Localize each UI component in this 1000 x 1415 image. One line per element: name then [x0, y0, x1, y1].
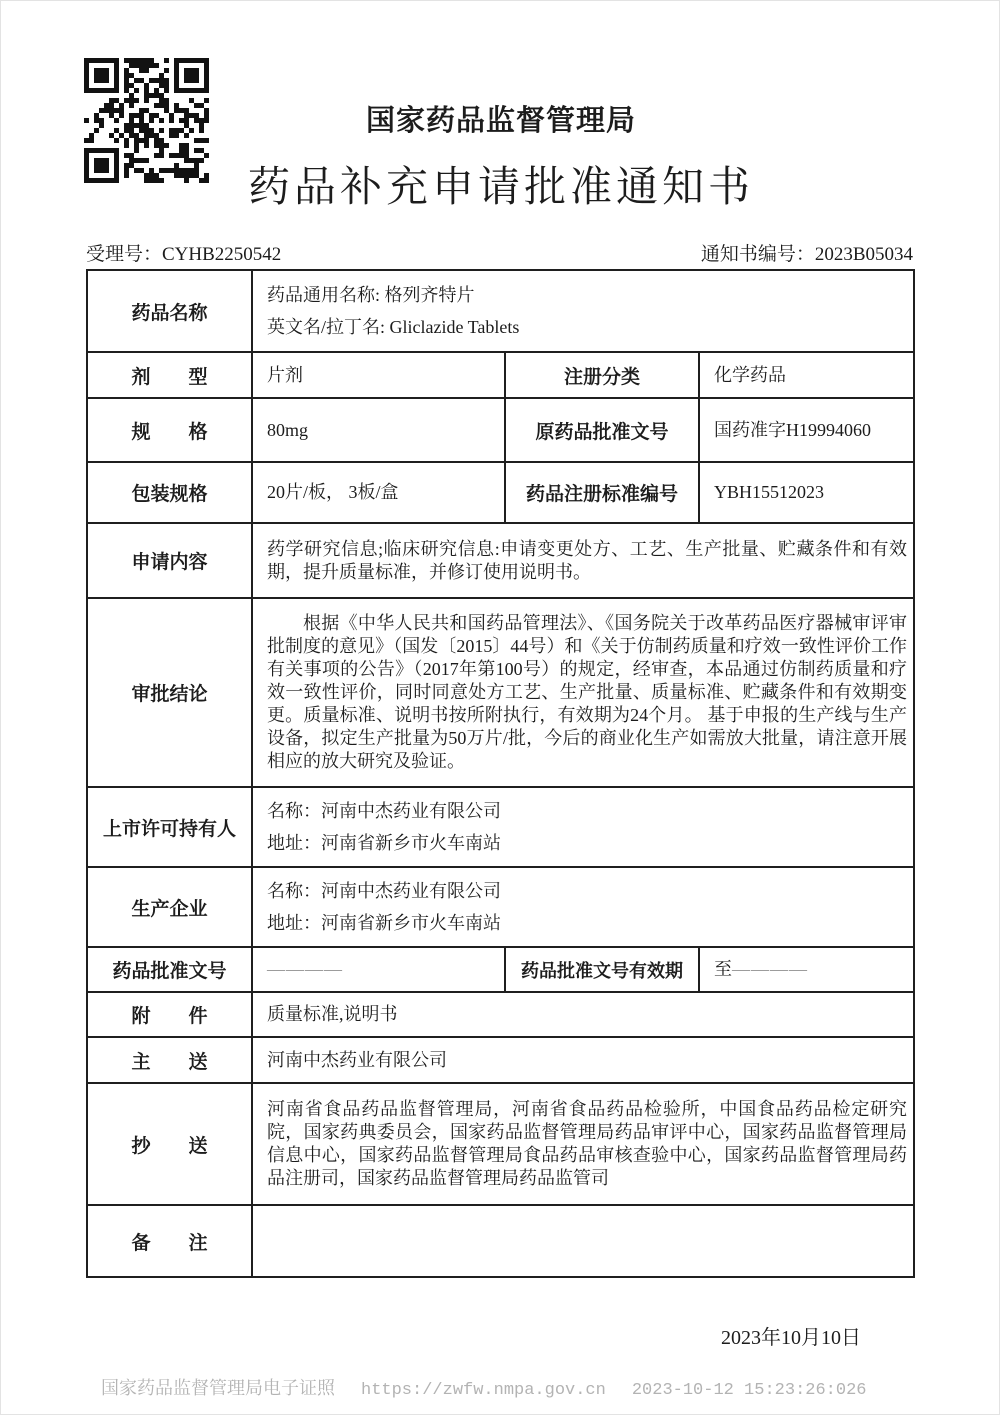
issue-date: 2023年10月10日 — [721, 1327, 861, 1349]
footer-timestamp: 2023-10-12 15:23:26:026 — [631, 1381, 867, 1400]
application-content-label: 申请内容 — [87, 523, 252, 598]
validity-prefix: 至 — [714, 959, 732, 979]
registration-class-label: 注册分类 — [505, 352, 699, 398]
dosage-form-label: 剂 型 — [87, 352, 252, 398]
license-holder-name: 名称：河南中杰药业有限公司 — [267, 801, 501, 821]
registration-std-no-label: 药品注册标准编号 — [505, 462, 699, 523]
drug-generic-name: 药品通用名称: 格列齐特片 — [267, 285, 475, 305]
drug-name-label: 药品名称 — [87, 270, 252, 352]
attachment-label: 附 件 — [87, 992, 252, 1037]
application-content-value: 药学研究信息;临床研究信息:申请变更处方、工艺、生产批量、贮藏条件和有效期，提升质量标准，并修订使用说明书。 — [252, 523, 914, 598]
table-row — [87, 598, 914, 787]
package-spec-value: 20片/板， 3板/盒 — [252, 462, 505, 523]
page-title: 药品补充申请批准通知书 — [247, 165, 754, 211]
main-recipient-value: 河南中杰药业有限公司 — [252, 1037, 914, 1083]
original-approval-no-label: 原药品批准文号 — [505, 398, 699, 462]
footer-certificate-line — [101, 1374, 866, 1400]
manufacturer-cell — [252, 867, 914, 947]
attachment-value: 质量标准,说明书 — [252, 992, 914, 1037]
table-row — [87, 992, 914, 1037]
license-holder-cell — [252, 787, 914, 867]
remarks-value — [252, 1205, 914, 1277]
notice-number: 通知书编号：2023B05034 — [700, 244, 913, 265]
package-spec-label: 包装规格 — [87, 462, 252, 523]
registration-std-no-value: YBH15512023 — [699, 462, 914, 523]
table-row — [87, 1083, 914, 1205]
manufacturer-label: 生产企业 — [87, 867, 252, 947]
table-row — [87, 270, 914, 352]
footer-label: 国家药品监督管理局电子证照 — [101, 1378, 335, 1398]
manufacturer-address: 地址：河南省新乡市火车南站 — [267, 913, 501, 933]
approval-conclusion-value: 根据《中华人民共和国药品管理法》、《国务院关于改革药品医疗器械审评审批制度的意见》（国发〔2015〕44号）和《关于仿制药质量和疗效一致性评价工作有关事项的公告》（2017年第100号）的规定，经审查，本品通过仿制药质量和疗效一致性评价，同时同意处方工艺、生产批量、质量标准、贮藏条件和有效期变更。质量标准、说明书按所附执行，有效期为24个月。 基于申报的生产线与生产设备，拟定生产批量为50万片/批，今后的商业化生产如需放大批量，请注意开展相应的放大研究及验证。 — [252, 598, 914, 787]
license-holder-address: 地址：河南省新乡市火车南站 — [267, 833, 501, 853]
table-row — [87, 462, 914, 523]
info-line — [86, 239, 913, 266]
acceptance-number: 受理号：CYHB2250542 — [86, 244, 282, 265]
main-recipient-label: 主 送 — [87, 1037, 252, 1083]
org-name: 国家药品监督管理局 — [365, 105, 636, 137]
remarks-label: 备 注 — [87, 1205, 252, 1277]
cc-value: 河南省食品药品监督管理局，河南省食品药品检验所，中国食品药品检定研究院，国家药典委员会，国家药品监督管理局药品审评中心，国家药品监督管理局信息中心，国家药品监督管理局食品药品审核查验中心，国家药品监督管理局药品注册司，国家药品监督管理局药品监管司 — [252, 1083, 914, 1205]
drug-name-cell — [252, 270, 914, 352]
table-row — [87, 1037, 914, 1083]
manufacturer-name: 名称：河南中杰药业有限公司 — [267, 881, 501, 901]
license-holder-label: 上市许可持有人 — [87, 787, 252, 867]
table-row — [87, 523, 914, 598]
specification-value: 80mg — [252, 398, 505, 462]
table-row — [87, 1205, 914, 1277]
specification-label: 规 格 — [87, 398, 252, 462]
table-row — [87, 787, 914, 867]
table-row — [87, 867, 914, 947]
registration-class-value: 化学药品 — [699, 352, 914, 398]
table-row — [87, 398, 914, 462]
table-row — [87, 352, 914, 398]
approval-no-dashes: ———— — [267, 959, 343, 979]
approval-conclusion-label: 审批结论 — [87, 598, 252, 787]
approval-no-validity-label: 药品批准文号有效期 — [505, 947, 699, 992]
footer-url: https://zwfw.nmpa.gov.cn — [361, 1381, 606, 1400]
notice-table — [86, 269, 915, 1278]
original-approval-no-value: 国药准字H19994060 — [699, 398, 914, 462]
cc-label: 抄 送 — [87, 1083, 252, 1205]
dosage-form-value: 片剂 — [252, 352, 505, 398]
approval-no-value — [252, 947, 505, 992]
approval-no-validity-value — [699, 947, 914, 992]
table-row — [87, 947, 914, 992]
validity-dashes: ———— — [732, 959, 808, 979]
drug-english-name: 英文名/拉丁名: Gliclazide Tablets — [267, 317, 520, 337]
approval-no-label: 药品批准文号 — [87, 947, 252, 992]
